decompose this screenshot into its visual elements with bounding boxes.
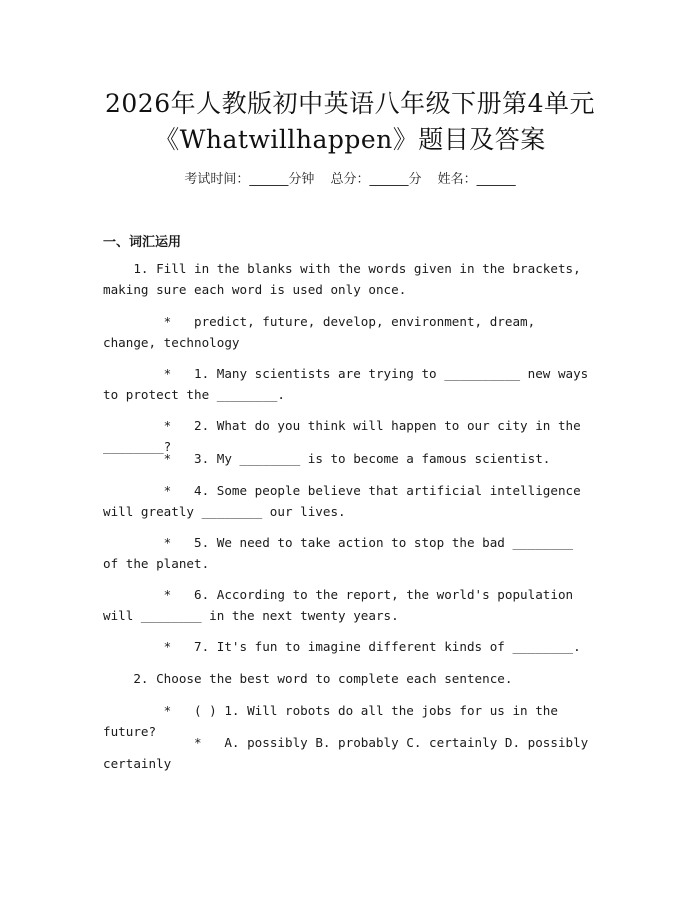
document-title-line-1: 2026年人教版初中英语八年级下册第4单元	[104, 89, 596, 118]
question-2-instruction: 2. Choose the best word to complete each sentence.	[103, 671, 513, 686]
list-item: * 6. According to the report, the world's population will ________ in the next twenty years.	[103, 587, 581, 623]
section-heading: 一、词汇运用	[103, 235, 182, 250]
question-1-instruction: 1. Fill in the blanks with the words given in the brackets, making sure each word is used only once.	[103, 261, 589, 297]
student-name: 姓名：______	[437, 172, 516, 187]
exam-total-score: 总分：______分	[330, 172, 422, 187]
list-item: * ( ) 1. Will robots do all the jobs for us in the future?	[103, 703, 566, 739]
list-item: * 2. What do you think will happen to our city in the ________?	[103, 418, 589, 454]
word-bank: * predict, future, develop, environment, dream, change, technology	[103, 314, 543, 350]
list-item: * A. possibly B. probably C. certainly D. possibly certainly	[103, 735, 596, 771]
list-item: * 7. It's fun to imagine different kinds of ________.	[103, 639, 581, 654]
document-title-line-2: 《Whatwillhappen》题目及答案	[154, 125, 546, 154]
exam-meta	[0, 168, 700, 187]
list-item: * 1. Many scientists are trying to __________ new ways to protect the ________.	[103, 366, 596, 402]
list-item: * 5. We need to take action to stop the bad ________ of the planet.	[103, 535, 581, 571]
list-item: * 4. Some people believe that artificial intelligence will greatly ________ our lives.	[103, 483, 589, 519]
list-item: * 3. My ________ is to become a famous scientist.	[103, 451, 551, 466]
exam-time: 考试时间：______分钟	[184, 172, 315, 187]
